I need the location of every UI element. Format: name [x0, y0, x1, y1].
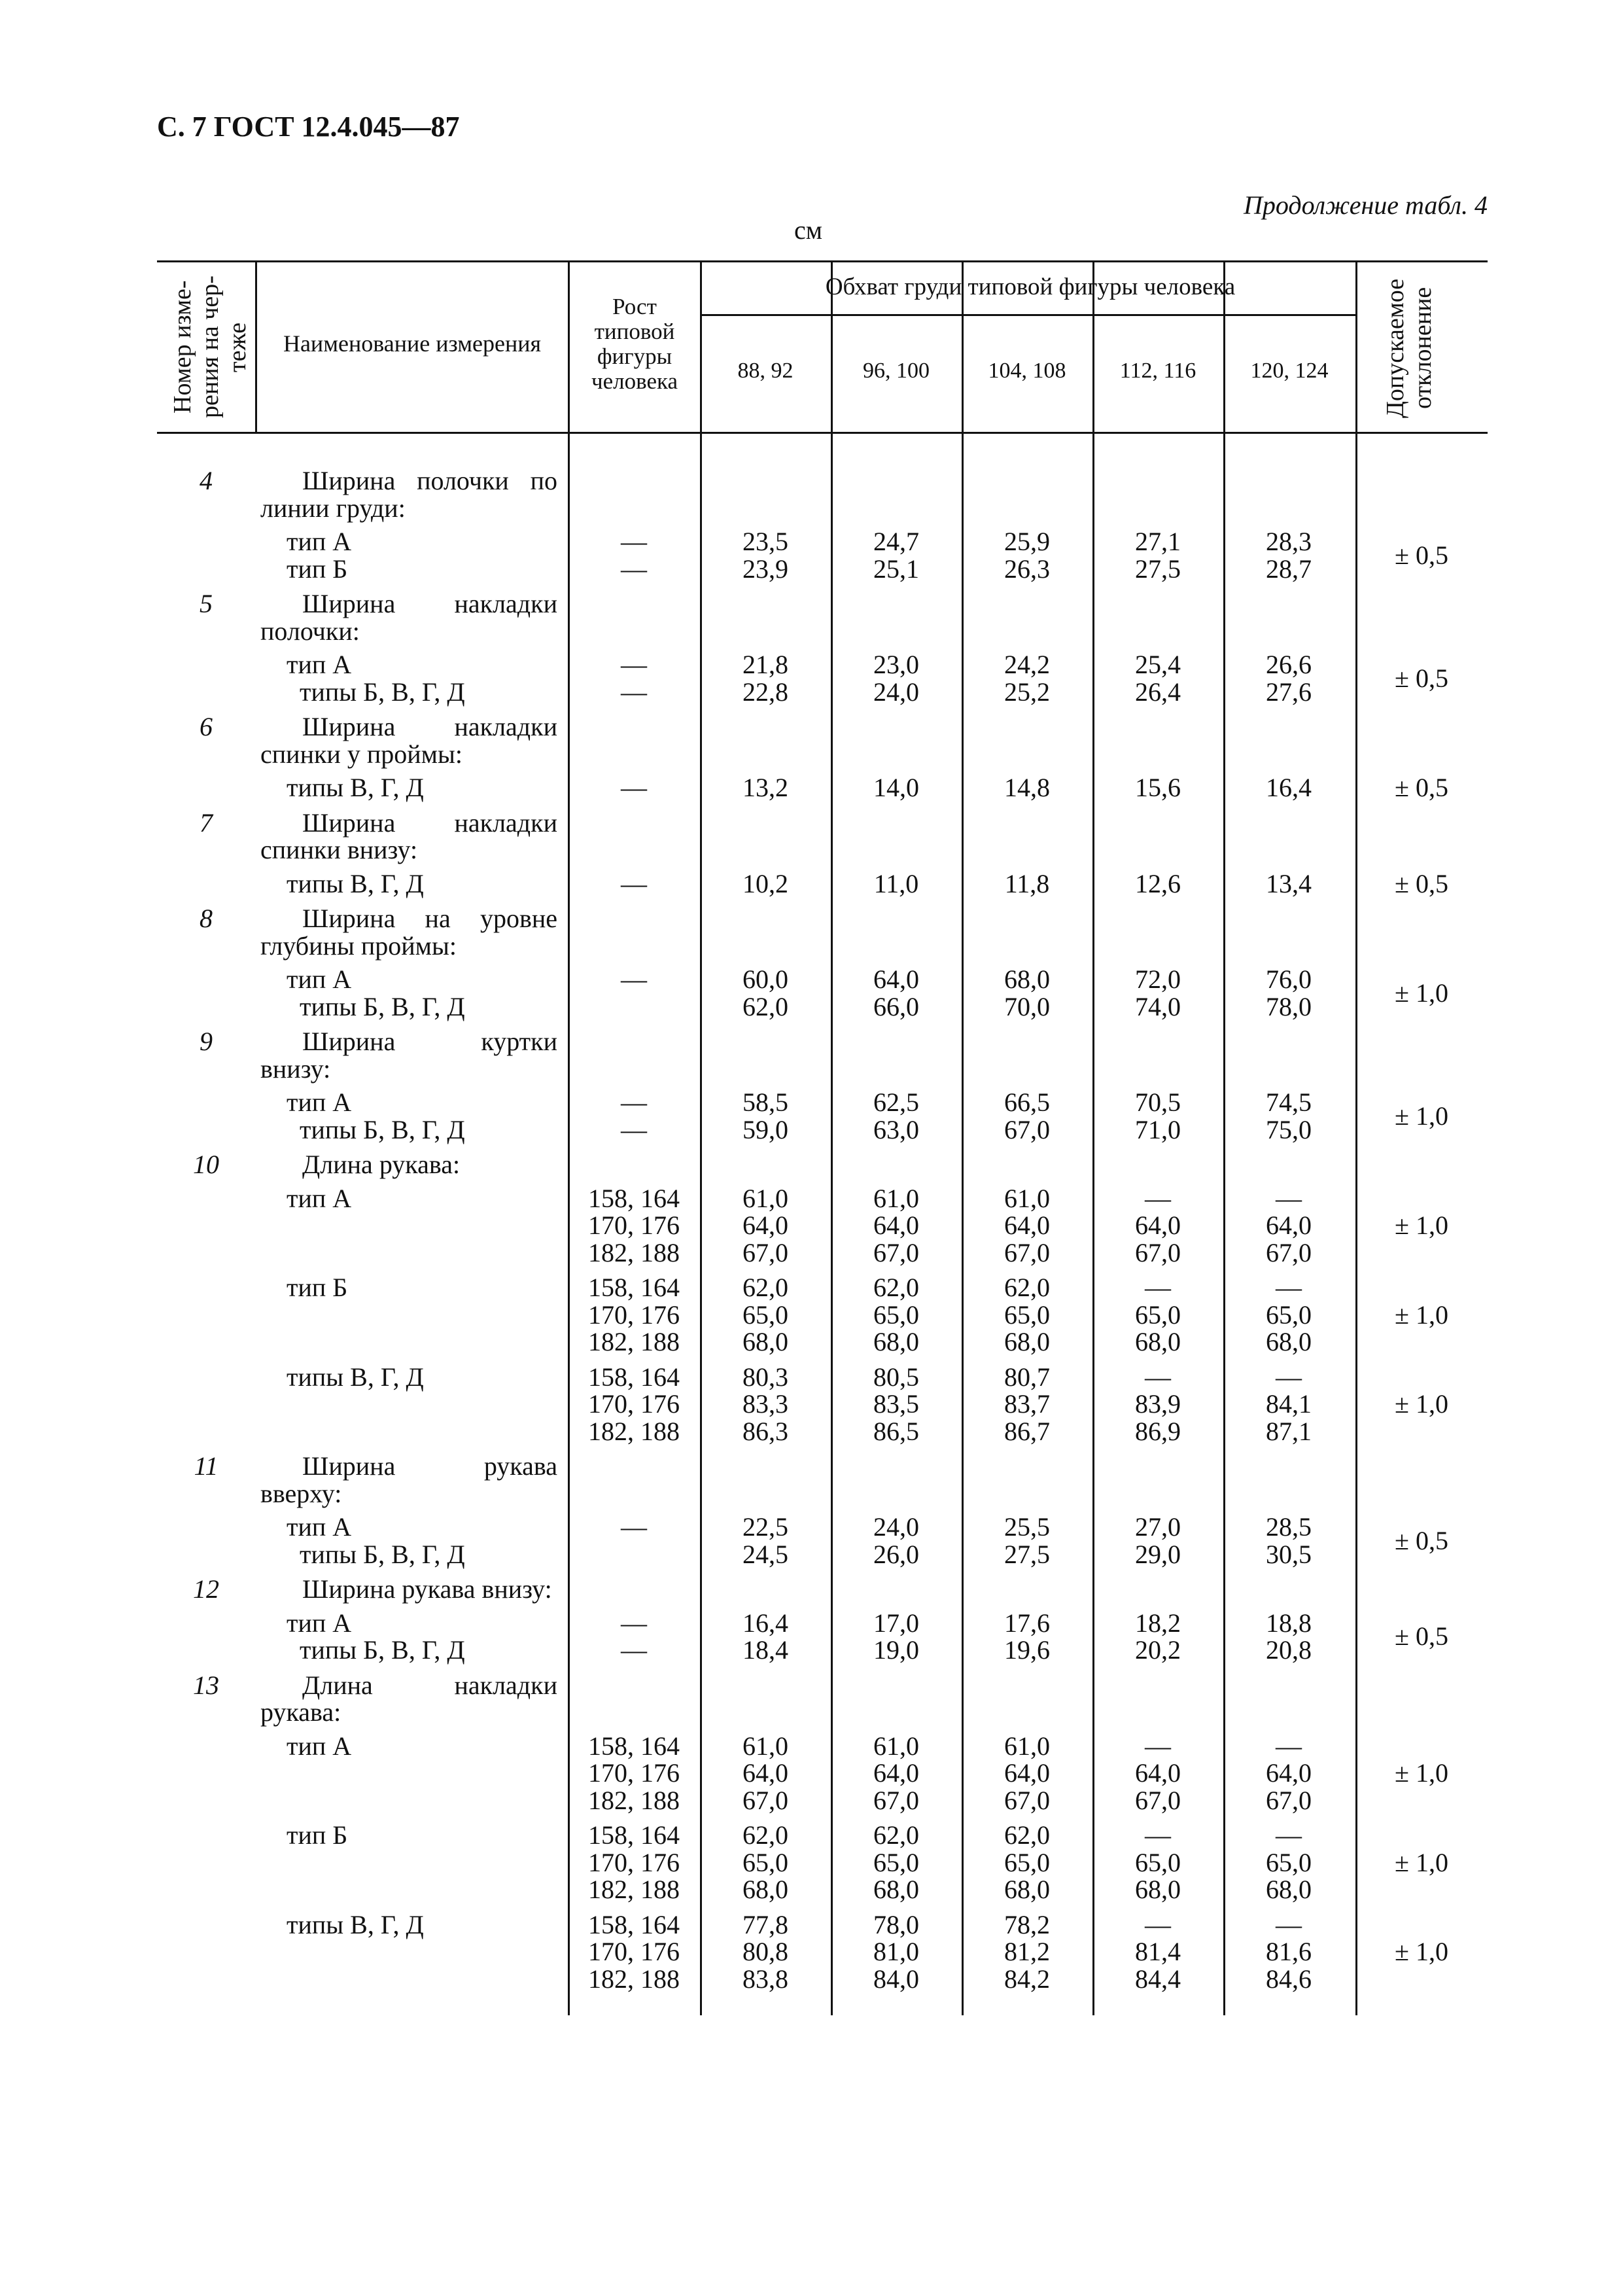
girth-value: 64,0	[1266, 1210, 1312, 1240]
row-label: тип Б	[287, 554, 348, 584]
girth-value: 80,8	[742, 1937, 788, 1966]
girth-value: 62,0	[1004, 1820, 1050, 1850]
girth-value: 28,7	[1266, 554, 1312, 584]
girth-value: 23,9	[742, 554, 788, 584]
girth-value: 13,2	[742, 773, 788, 802]
girth-value: 84,4	[1135, 1964, 1181, 1994]
measure-name-line: вверху:	[260, 1478, 342, 1508]
girth-value: 64,0	[1004, 1210, 1050, 1240]
girth-value: 81,0	[873, 1937, 919, 1966]
girth-value: 62,0	[742, 991, 788, 1021]
girth-value: 70,0	[1004, 991, 1050, 1021]
girth-value: —	[1145, 1909, 1171, 1939]
girth-value: 25,4	[1135, 650, 1181, 679]
girth-value: 78,2	[1004, 1909, 1050, 1939]
girth-value: 65,0	[1135, 1847, 1181, 1877]
girth-value: 25,5	[1004, 1512, 1050, 1542]
girth-value: 58,5	[742, 1087, 788, 1117]
girth-value: 22,8	[742, 677, 788, 707]
girth-value: 62,0	[1004, 1273, 1050, 1302]
measure-number: 11	[194, 1451, 218, 1481]
row-label: тип А	[287, 964, 352, 994]
girth-value: 65,0	[742, 1847, 788, 1877]
girth-value: 67,0	[1135, 1237, 1181, 1267]
girth-value: 67,0	[742, 1237, 788, 1267]
tolerance-value: ± 1,0	[1395, 1937, 1448, 1966]
girth-value: 27,5	[1004, 1539, 1050, 1569]
girth-value: 61,0	[742, 1731, 788, 1761]
measure-name-line: Ширина накладки	[302, 807, 557, 838]
girth-value: 84,0	[873, 1964, 919, 1994]
girth-value: 24,0	[873, 677, 919, 707]
row-label: типы Б, В, Г, Д	[300, 1114, 465, 1144]
girth-value: 12,6	[1135, 868, 1181, 898]
girth-value: 63,0	[873, 1114, 919, 1144]
girth-value: 24,5	[742, 1539, 788, 1569]
girth-value: 28,3	[1266, 527, 1312, 556]
tolerance-value: ± 1,0	[1395, 978, 1448, 1008]
header-measure-name: Наименование измерения	[283, 330, 542, 357]
measure-name-line: полочки:	[260, 616, 360, 646]
girth-value: 64,0	[742, 1758, 788, 1788]
girth-col-2: 96, 100	[863, 359, 930, 383]
figure-height-value: —	[621, 868, 647, 898]
girth-value: —	[1276, 1820, 1302, 1850]
girth-value: 65,0	[1004, 1299, 1050, 1330]
girth-value: 65,0	[1266, 1299, 1312, 1330]
girth-value: 20,2	[1135, 1635, 1181, 1665]
girth-value: 16,4	[742, 1608, 788, 1638]
girth-value: 15,6	[1135, 773, 1181, 802]
girth-col-3: 104, 108	[988, 359, 1066, 383]
tolerance-value: ± 0,5	[1395, 868, 1448, 898]
girth-value: 87,1	[1266, 1416, 1312, 1446]
measure-name-line: спинки у проймы:	[260, 739, 462, 769]
measure-number: 10	[193, 1150, 219, 1179]
table-top-rule	[157, 260, 1488, 262]
measure-number: 13	[193, 1670, 219, 1700]
girth-value: 26,6	[1266, 650, 1312, 679]
girth-value: 67,0	[1004, 1114, 1050, 1144]
measure-number: 5	[200, 589, 213, 618]
girth-value: 64,0	[1266, 1758, 1312, 1788]
figure-height-value: 182, 188	[588, 1327, 680, 1356]
row-label: типы В, Г, Д	[287, 1362, 424, 1392]
girth-value: 76,0	[1266, 964, 1312, 994]
girth-value: 84,1	[1266, 1389, 1312, 1419]
row-label: типы В, Г, Д	[287, 868, 424, 898]
girth-value: 64,0	[1135, 1758, 1181, 1788]
figure-height-value: 182, 188	[588, 1785, 680, 1815]
figure-height-value: —	[621, 527, 647, 556]
row-label: типы Б, В, Г, Д	[300, 991, 465, 1021]
girth-value: 65,0	[873, 1299, 919, 1330]
girth-value: —	[1276, 1273, 1302, 1302]
figure-height-value: —	[621, 650, 647, 679]
figure-height-value: 182, 188	[588, 1416, 680, 1446]
girth-value: 86,7	[1004, 1416, 1050, 1446]
measure-number: 7	[200, 807, 213, 838]
girth-value: 22,5	[742, 1512, 788, 1542]
row-label: тип А	[287, 1512, 352, 1542]
figure-height-value: —	[621, 554, 647, 584]
figure-height-value: 170, 176	[588, 1847, 680, 1877]
girth-value: 28,5	[1266, 1512, 1312, 1542]
girth-value: 62,0	[873, 1273, 919, 1302]
girth-value: 65,0	[1135, 1299, 1181, 1330]
figure-height-value: —	[621, 1114, 647, 1144]
girth-value: 26,0	[873, 1539, 919, 1569]
figure-height-value: 158, 164	[588, 1731, 680, 1761]
girth-value: 84,6	[1266, 1964, 1312, 1994]
figure-height-value: —	[621, 964, 647, 994]
girth-value: 24,2	[1004, 650, 1050, 679]
measure-name-line: Ширина накладки	[302, 589, 557, 618]
figure-height-value: 170, 176	[588, 1299, 680, 1330]
figure-height-value: 170, 176	[588, 1758, 680, 1788]
measure-name-line: глубины проймы:	[260, 930, 457, 961]
figure-height-value: —	[621, 1635, 647, 1665]
girth-value: 74,5	[1266, 1087, 1312, 1117]
figure-height-value: 158, 164	[588, 1820, 680, 1850]
header-measure-number: Номер изме-рения на чер-теже	[169, 275, 251, 419]
girth-value: —	[1145, 1820, 1171, 1850]
girth-value: 81,4	[1135, 1937, 1181, 1966]
figure-height-value: —	[621, 773, 647, 802]
tolerance-value: ± 0,5	[1395, 1621, 1448, 1651]
girth-value: 26,3	[1004, 554, 1050, 584]
girth-value: 81,6	[1266, 1937, 1312, 1966]
girth-value: 80,5	[873, 1362, 919, 1392]
girth-value: 19,0	[873, 1635, 919, 1665]
header-bottom-rule	[157, 432, 1488, 434]
page-header: С. 7 ГОСТ 12.4.045—87	[157, 111, 460, 143]
row-label: тип А	[287, 1608, 352, 1638]
measure-name-line: спинки внизу:	[260, 835, 418, 864]
girth-value: 66,0	[873, 991, 919, 1021]
girth-value: 61,0	[873, 1183, 919, 1213]
row-label: тип А	[287, 527, 352, 556]
girth-value: 19,6	[1004, 1635, 1050, 1665]
girth-value: 68,0	[1266, 1875, 1312, 1904]
girth-value: 27,0	[1135, 1512, 1181, 1542]
girth-value: 59,0	[742, 1114, 788, 1144]
tolerance-value: ± 0,5	[1395, 540, 1448, 570]
row-label: тип А	[287, 1183, 352, 1213]
figure-height-value: 170, 176	[588, 1389, 680, 1419]
girth-value: 62,5	[873, 1087, 919, 1117]
measure-number: 6	[200, 712, 213, 741]
girth-value: 68,0	[873, 1875, 919, 1904]
girth-value: 62,0	[742, 1820, 788, 1850]
girth-value: —	[1276, 1362, 1302, 1392]
figure-height-value: 158, 164	[588, 1362, 680, 1392]
girth-value: 64,0	[1135, 1210, 1181, 1240]
row-label: типы В, Г, Д	[287, 773, 424, 802]
girth-value: 71,0	[1135, 1114, 1181, 1144]
girth-value: 80,3	[742, 1362, 788, 1392]
girth-value: 26,4	[1135, 677, 1181, 707]
girth-value: 18,8	[1266, 1608, 1312, 1638]
figure-height-value: —	[621, 1087, 647, 1117]
girth-value: 23,0	[873, 650, 919, 679]
girth-value: 83,5	[873, 1389, 919, 1419]
girth-value: 18,4	[742, 1635, 788, 1665]
girth-value: 68,0	[1135, 1327, 1181, 1356]
tolerance-value: ± 1,0	[1395, 1389, 1448, 1419]
girth-value: 65,0	[742, 1299, 788, 1330]
row-label: тип А	[287, 1087, 352, 1117]
tolerance-value: ± 0,5	[1395, 773, 1448, 802]
girth-value: 68,0	[1004, 964, 1050, 994]
girth-value: 62,0	[742, 1273, 788, 1302]
measure-name-line: Длина накладки	[302, 1670, 557, 1700]
girth-value: 25,1	[873, 554, 919, 584]
girth-value: 27,1	[1135, 527, 1181, 556]
girth-value: 68,0	[1004, 1875, 1050, 1904]
figure-height-value: —	[621, 1608, 647, 1638]
girth-value: 25,2	[1004, 677, 1050, 707]
row-label: тип Б	[287, 1820, 348, 1850]
row-label: тип Б	[287, 1273, 348, 1302]
tolerance-value: ± 1,0	[1395, 1210, 1448, 1240]
measure-number: 9	[200, 1027, 213, 1056]
girth-col-1: 88, 92	[737, 359, 794, 383]
header-chest-girth: Обхват груди типовой фигуры человека	[825, 274, 1236, 300]
girth-value: 72,0	[1135, 964, 1181, 994]
girth-value: 80,7	[1004, 1362, 1050, 1392]
girth-value: 20,8	[1266, 1635, 1312, 1665]
tolerance-value: ± 0,5	[1395, 1525, 1448, 1555]
girth-value: 62,0	[873, 1820, 919, 1850]
girth-value: —	[1145, 1362, 1171, 1392]
table-continuation-note: Продолжение табл. 4	[1243, 190, 1488, 220]
girth-value: 65,0	[1004, 1847, 1050, 1877]
row-label: тип А	[287, 1731, 352, 1761]
girth-value: 21,8	[742, 650, 788, 679]
tolerance-value: ± 1,0	[1395, 1847, 1448, 1877]
row-label: типы В, Г, Д	[287, 1909, 424, 1939]
tolerance-value: ± 1,0	[1395, 1299, 1448, 1330]
header-tolerance: Допускаемое отклонение	[1382, 278, 1437, 418]
measure-name-line: внизу:	[260, 1053, 331, 1084]
measure-name-line: Ширина рукава	[302, 1451, 557, 1481]
figure-height-value: 158, 164	[588, 1183, 680, 1213]
measure-number: 4	[200, 466, 213, 495]
measurements-table	[157, 260, 1488, 2015]
girth-value: 81,2	[1004, 1937, 1050, 1966]
girth-value: 84,2	[1004, 1964, 1050, 1994]
girth-value: 67,0	[873, 1785, 919, 1815]
girth-value: 83,3	[742, 1389, 788, 1419]
girth-value: 67,0	[1266, 1237, 1312, 1267]
girth-value: —	[1276, 1183, 1302, 1213]
girth-value: 78,0	[873, 1909, 919, 1939]
girth-value: 17,0	[873, 1608, 919, 1638]
girth-value: 70,5	[1135, 1087, 1181, 1117]
figure-height-value: 182, 188	[588, 1875, 680, 1904]
girth-value: 86,3	[742, 1416, 788, 1446]
girth-value: 68,0	[1135, 1875, 1181, 1904]
girth-value: 61,0	[742, 1183, 788, 1213]
girth-value: 61,0	[1004, 1731, 1050, 1761]
row-label: типы Б, В, Г, Д	[300, 677, 465, 707]
girth-value: 17,6	[1004, 1608, 1050, 1638]
girth-value: 75,0	[1266, 1114, 1312, 1144]
girth-value: 27,6	[1266, 677, 1312, 707]
girth-value: 67,0	[1004, 1785, 1050, 1815]
figure-height-value: 170, 176	[588, 1210, 680, 1240]
figure-height-value: 182, 188	[588, 1237, 680, 1267]
figure-height-value: 158, 164	[588, 1273, 680, 1302]
girth-value: —	[1145, 1183, 1171, 1213]
girth-value: 64,0	[1004, 1758, 1050, 1788]
girth-value: —	[1276, 1909, 1302, 1939]
measure-number: 8	[200, 904, 213, 933]
girth-value: 83,8	[742, 1964, 788, 1994]
girth-value: 16,4	[1266, 773, 1312, 802]
girth-value: 64,0	[873, 964, 919, 994]
unit-label: см	[794, 215, 823, 245]
measure-name-line: Ширина на уровне	[302, 904, 557, 933]
girth-col-5: 120, 124	[1250, 359, 1329, 383]
girth-value: 11,0	[873, 868, 919, 898]
girth-value: 61,0	[1004, 1183, 1050, 1213]
girth-value: 68,0	[742, 1327, 788, 1356]
figure-height-value: 182, 188	[588, 1964, 680, 1994]
girth-value: —	[1145, 1273, 1171, 1302]
girth-value: 68,0	[1266, 1327, 1312, 1356]
tolerance-value: ± 1,0	[1395, 1758, 1448, 1788]
girth-value: 67,0	[873, 1237, 919, 1267]
girth-value: 65,0	[873, 1847, 919, 1877]
girth-value: —	[1145, 1731, 1171, 1761]
girth-subheader-rule	[700, 314, 1355, 316]
girth-value: 68,0	[742, 1875, 788, 1904]
girth-value: 29,0	[1135, 1539, 1181, 1569]
row-label: типы Б, В, Г, Д	[300, 1635, 465, 1665]
row-label: тип А	[287, 650, 352, 679]
header-figure-height: Рост типовой фигуры человека	[591, 294, 678, 394]
girth-value: 68,0	[873, 1327, 919, 1356]
girth-value: 14,8	[1004, 773, 1050, 802]
girth-value: —	[1276, 1731, 1302, 1761]
girth-value: 14,0	[873, 773, 919, 802]
girth-value: 18,2	[1135, 1608, 1181, 1638]
girth-value: 27,5	[1135, 554, 1181, 584]
girth-value: 30,5	[1266, 1539, 1312, 1569]
girth-value: 11,8	[1004, 868, 1050, 898]
row-label: типы Б, В, Г, Д	[300, 1539, 465, 1569]
tolerance-value: ± 0,5	[1395, 663, 1448, 693]
figure-height-value: —	[621, 1512, 647, 1542]
girth-value: 23,5	[742, 527, 788, 556]
measure-name-line: Ширина рукава внизу:	[302, 1574, 552, 1604]
girth-col-4: 112, 116	[1119, 359, 1196, 383]
girth-value: 83,7	[1004, 1389, 1050, 1419]
measure-name-line: Ширина куртки	[302, 1027, 557, 1056]
col-rule-8	[1355, 260, 1357, 2015]
girth-value: 68,0	[1004, 1327, 1050, 1356]
col-rule-1	[255, 260, 257, 432]
girth-value: 67,0	[1135, 1785, 1181, 1815]
girth-value: 65,0	[1266, 1847, 1312, 1877]
girth-value: 86,5	[873, 1416, 919, 1446]
figure-height-value: —	[621, 677, 647, 707]
girth-value: 67,0	[742, 1785, 788, 1815]
girth-value: 83,9	[1135, 1389, 1181, 1419]
figure-height-value: 158, 164	[588, 1909, 680, 1939]
girth-value: 24,0	[873, 1512, 919, 1542]
measure-name-line: Длина рукава:	[302, 1150, 461, 1179]
girth-value: 64,0	[742, 1210, 788, 1240]
girth-value: 24,7	[873, 527, 919, 556]
figure-height-value: 170, 176	[588, 1937, 680, 1966]
girth-value: 77,8	[742, 1909, 788, 1939]
girth-value: 74,0	[1135, 991, 1181, 1021]
girth-value: 64,0	[873, 1210, 919, 1240]
measure-name-line: рукава:	[260, 1697, 341, 1727]
girth-value: 61,0	[873, 1731, 919, 1761]
measure-name-line: Ширина накладки	[302, 712, 557, 741]
girth-value: 67,0	[1004, 1237, 1050, 1267]
girth-value: 78,0	[1266, 991, 1312, 1021]
measure-number: 12	[193, 1574, 219, 1604]
girth-value: 64,0	[873, 1758, 919, 1788]
girth-value: 10,2	[742, 868, 788, 898]
tolerance-value: ± 1,0	[1395, 1101, 1448, 1131]
girth-value: 13,4	[1266, 868, 1312, 898]
measure-name-line: Ширина полочки по	[302, 466, 557, 495]
girth-value: 25,9	[1004, 527, 1050, 556]
girth-value: 67,0	[1266, 1785, 1312, 1815]
girth-value: 66,5	[1004, 1087, 1050, 1117]
girth-value: 60,0	[742, 964, 788, 994]
girth-value: 86,9	[1135, 1416, 1181, 1446]
measure-name-line: линии груди:	[260, 493, 406, 523]
